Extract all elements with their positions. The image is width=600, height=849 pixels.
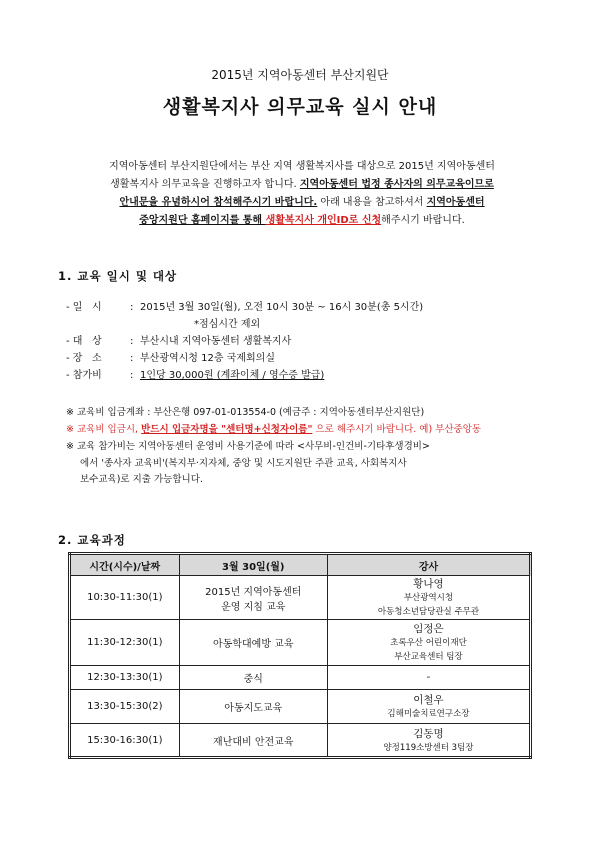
intro-emphasis-red: 생활복지사 개인ID로 신청: [265, 215, 382, 226]
document-title: 생활복지사 의무교육 실시 안내: [162, 96, 438, 118]
note-deposit-name: ※ 교육비 입금시, 반드시 입금자명을 "센터명+신청자이름" 으로 해주시기 바랍니다. 예) 부산중앙동: [66, 424, 482, 435]
intro-emphasis-2: 안내문을 유념하시어 참석해주시기 바랍니다.: [119, 197, 318, 208]
org-line: 2015년 지역아동센터 부산지원단: [211, 68, 389, 82]
schedule-row: *점심시간 제외: [194, 319, 261, 330]
col-header-time: 시간(시수)/날짜: [70, 554, 180, 576]
schedule-row: - 장 소 : 부산광역시청 12층 국제회의실: [66, 353, 276, 364]
section-1-heading: 1. 교육 일시 및 대상: [58, 269, 178, 283]
intro-line-4: 중앙지원단 홈페이지를 통해 생활복지사 개인ID로 신청해주시기 바랍니다.: [139, 215, 465, 226]
table-row: 11:30-12:30(1) 아동학대예방 교육 임정은 초록우산 어린이재단 부산교육센터 팀장: [70, 620, 531, 666]
intro-line-3: 안내문을 유념하시어 참석해주시기 바랍니다. 아래 내용을 참고하셔서 지역아동센터: [119, 197, 485, 208]
intro-line-2: 생활복지사 의무교육을 진행하고자 합니다. 지역아동센터 법정 종사자의 의무교육이므로: [110, 179, 494, 190]
table-row: 15:30-16:30(1) 재난대비 안전교육 김동명 양정119소방센터 3팀장: [70, 724, 531, 758]
note-fee: ※ 교육 참가비는 지역아동센터 운영비 사용기준에 따라 <사무비-인건비-기타후생경비> 에서 '종사자 교육비'(복지부·지자체, 중앙 및 시도지원단 주관 교육, 사회복지사 보수교육)로 지출 가능합니다.: [66, 441, 430, 485]
curriculum-table: [68, 552, 532, 759]
table-header-row: [70, 554, 531, 576]
col-header-date: 3월 30일(월): [179, 554, 327, 576]
col-header-instructor: 강사: [327, 554, 530, 576]
intro-emphasis-3: 지역아동센터: [426, 197, 485, 208]
intro-emphasis-4: 중앙지원단 홈페이지를 통해: [139, 215, 266, 226]
table-row: 13:30-15:30(2) 아동지도교육 이철우 김해미술치료연구소장: [70, 690, 531, 724]
schedule-row: - 대 상 : 부산시내 지역아동센터 생활복지사: [66, 336, 292, 347]
schedule-list: [66, 299, 536, 384]
table-row: 12:30-13:30(1) 중식 -: [70, 666, 531, 690]
schedule-row: - 참가비 : 1인당 30,000원 (계좌이체 / 영수증 발급): [66, 370, 325, 381]
schedule-row: - 일 시 : 2015년 3월 30일(월), 오전 10시 30분 ~ 16시 30분(총 5시간): [66, 302, 424, 313]
intro-paragraph: [56, 158, 548, 230]
section-2-heading: 2. 교육과정: [58, 533, 126, 547]
note-account: ※ 교육비 입금계좌 : 부산은행 097-01-013554-0 (예금주 : 지역아동센터부산지원단): [66, 407, 425, 418]
table-row: 10:30-11:30(1) 2015년 지역아동센터 운영 지침 교육 황나영 부산광역시청 아동청소년담당관실 주무관: [70, 576, 531, 620]
intro-line-1: 지역아동센터 부산지원단에서는 부산 지역 생활복지사를 대상으로 2015년 지역아동센터: [109, 161, 495, 172]
intro-emphasis-1: 지역아동센터 법정 종사자의 의무교육이므로: [299, 179, 494, 190]
